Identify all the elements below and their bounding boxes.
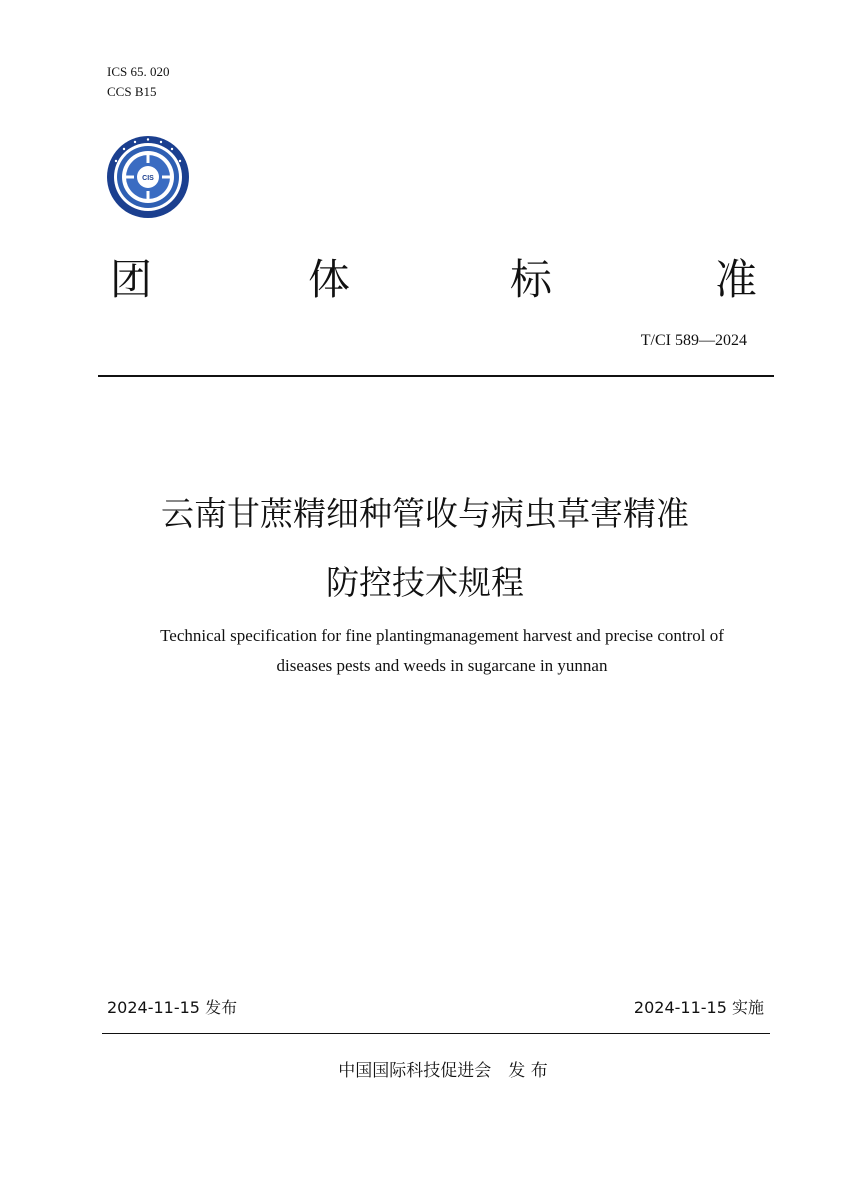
- standard-type-char-4: 准: [715, 255, 758, 304]
- ics-code: ICS 65. 020: [107, 64, 170, 79]
- cis-logo-icon: [106, 135, 190, 219]
- svg-text:CIS: CIS: [142, 175, 154, 182]
- title-cn-line-1: 云南甘蔗精细种管收与病虫草害精准: [161, 494, 689, 533]
- header-divider: [98, 375, 774, 377]
- ccs-code: CCS B15: [107, 84, 157, 99]
- classification-codes: [107, 62, 169, 102]
- implement-date: 2024-11-15 实施: [633, 998, 764, 1017]
- standard-number: T/CI 589—2024: [640, 332, 747, 349]
- title-cn-line-2: 防控技术规程: [326, 563, 524, 602]
- title-en: [0, 621, 850, 681]
- title-en-line-2: diseases pests and weeds in sugarcane in yunnan: [276, 656, 608, 675]
- standard-type-char-2: 体: [308, 255, 351, 304]
- standard-type: [110, 255, 765, 305]
- standard-type-char-1: 团: [110, 255, 153, 304]
- title-en-line-1: Technical specification for fine plantingmanagement harvest and precise control of: [160, 626, 724, 645]
- publisher: 中国国际科技促进会 发 布: [338, 1061, 548, 1081]
- footer-divider: [102, 1033, 770, 1034]
- publish-date: 2024-11-15 发布: [107, 998, 238, 1017]
- standard-type-char-3: 标: [510, 255, 553, 304]
